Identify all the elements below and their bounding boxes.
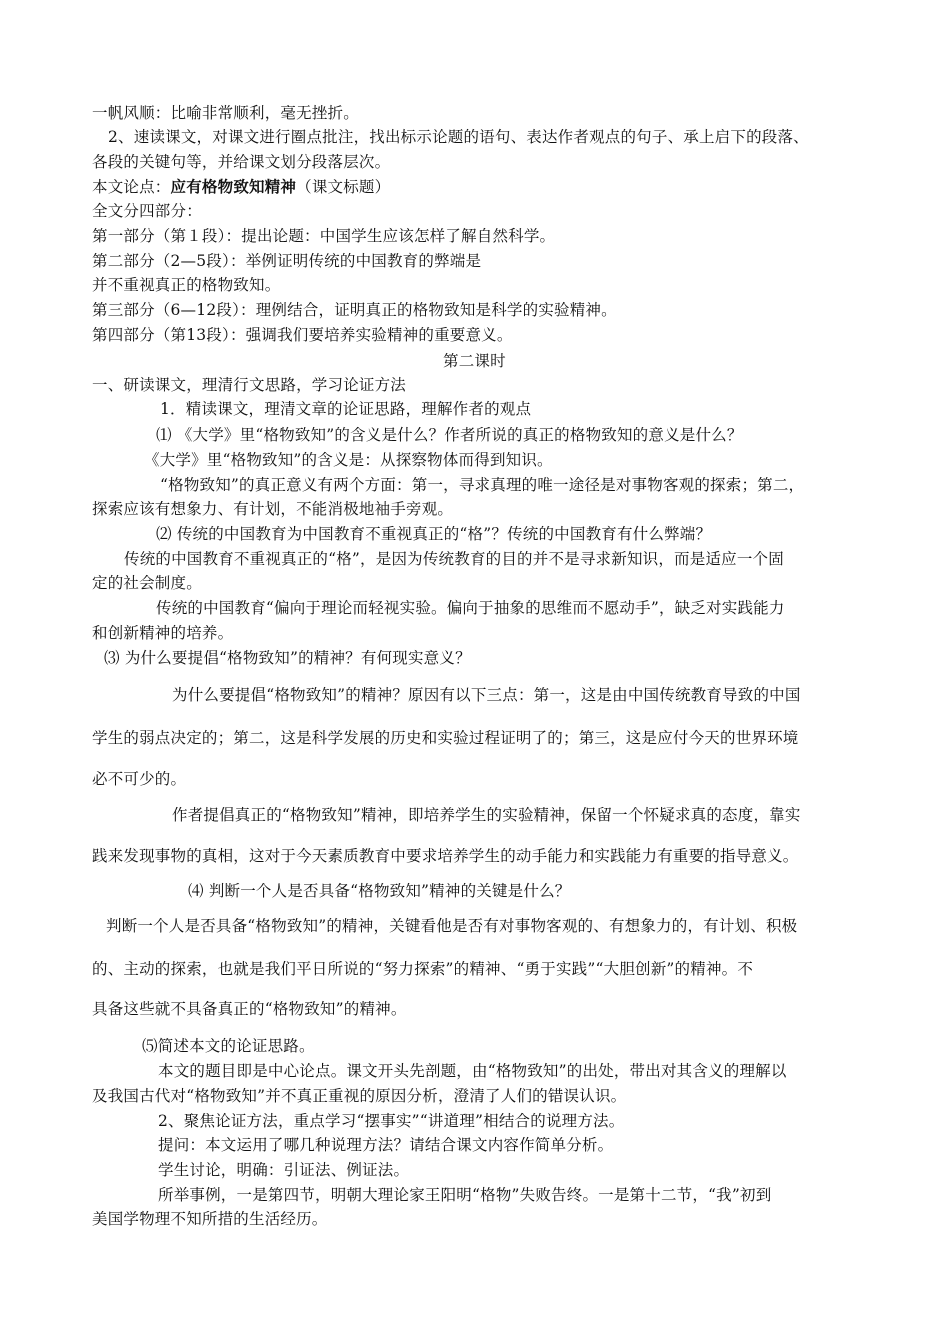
text-line: 的、主动的探索，也就是我们平日所说的“努力探索”的精神、“勇于实践”“大胆创新”的精神。不 <box>92 960 754 978</box>
text-line: 具备这些就不具备真正的“格物致知”的精神。 <box>92 1000 407 1018</box>
text-line: 各段的关键句等，并给课文划分段落层次。 <box>92 153 391 171</box>
thesis-label: 本文论点： <box>92 178 171 196</box>
text-line: 定的社会制度。 <box>92 574 202 592</box>
text-line: 践来发现事物的真相，这对于今天素质教育中要求培养学生的动手能力和实践能力有重要的指导意义。 <box>92 847 799 865</box>
text-line: 并不重视真正的格物致知。 <box>92 276 281 294</box>
text-line: 学生讨论，明确：引证法、例证法。 <box>158 1161 410 1179</box>
question-line: ⑴ 《大学》里“格物致知”的含义是什么？作者所说的真正的格物致知的意义是什么？ <box>156 426 743 444</box>
text-line: 探索应该有想象力、有计划，不能消极地袖手旁观。 <box>92 500 454 518</box>
question-line: ⑷ 判断一个人是否具备“格物致知”精神的关键是什么？ <box>188 882 571 900</box>
text-line: 第一部分（第１段）：提出论题：中国学生应该怎样了解自然科学。 <box>92 227 556 245</box>
text-line: 作者提倡真正的“格物致知”精神，即培养学生的实验精神，保留一个怀疑求真的态度，靠实 <box>172 806 801 824</box>
text-line: 提问：本文运用了哪几种说理方法？请结合课文内容作简单分析。 <box>158 1136 614 1154</box>
text-line: 一、研读课文，理清行文思路，学习论证方法 <box>92 376 407 394</box>
text-line: “格物致知”的真正意义有两个方面：第一，寻求真理的唯一途径是对事物客观的探索；第二， <box>160 476 805 494</box>
text-line: 美国学物理不知所措的生活经历。 <box>92 1210 328 1228</box>
section-heading: 第二课时 <box>443 352 506 370</box>
text-line: 传统的中国教育不重视真正的“格”，是因为传统教育的目的并不是寻求新知识，而是适应一个固 <box>124 550 784 568</box>
text-line: 及我国古代对“格物致知”并不真正重视的原因分析，澄清了人们的错误认识。 <box>92 1087 627 1105</box>
question-line: ⑵ 传统的中国教育为中国教育不重视真正的“格”？传统的中国教育有什么弊端？ <box>156 525 712 543</box>
text-line: 《大学》里“格物致知”的含义是：从探察物体而得到知识。 <box>144 451 553 469</box>
text-line: 判断一个人是否具备“格物致知”的精神，关键看他是否有对事物客观的、有想象力的，有计划、积极 <box>106 917 798 935</box>
text-line: 和创新精神的培养。 <box>92 624 234 642</box>
text-line: 第三部分（6—12段）：理例结合，证明真正的格物致知是科学的实验精神。 <box>92 301 617 319</box>
text-line: 所举事例，一是第四节，明朝大理论家王阳明“格物”失败告终。一是第十二节，“我”初到 <box>158 1186 772 1204</box>
text-line: 传统的中国教育“偏向于理论而轻视实验。偏向于抽象的思维而不愿动手”，缺乏对实践能力 <box>156 599 785 617</box>
thesis-note: （课文标题） <box>296 178 391 196</box>
thesis-text: 应有格物致知精神 <box>170 177 297 196</box>
text-line: 必不可少的。 <box>92 770 187 788</box>
question-line: ⑶ 为什么要提倡“格物致知”的精神？有何现实意义？ <box>104 649 471 667</box>
text-line: 第二部分（2—5段）：举例证明传统的中国教育的弊端是 <box>92 252 482 270</box>
text-line: 2、聚焦论证方法，重点学习“摆事实”“讲道理”相结合的说理方法。 <box>158 1112 625 1130</box>
text-line: 为什么要提倡“格物致知”的精神？原因有以下三点：第一，这是由中国传统教育导致的中国 <box>172 686 801 704</box>
thesis-line <box>92 176 390 198</box>
text-line: 全文分四部分： <box>92 202 202 220</box>
text-line: 学生的弱点决定的；第二，这是科学发展的历史和实验过程证明了的；第三，这是应付今天的世界环境 <box>92 729 799 747</box>
question-line: ⑸简述本文的论证思路。 <box>142 1037 315 1055</box>
text-line: 2、速读课文，对课文进行圈点批注，找出标示论题的语句、表达作者观点的句子、承上启下的段落、 <box>108 128 809 146</box>
text-line: 本文的题目即是中心论点。课文开头先剖题，由“格物致知”的出处，带出对其含义的理解以 <box>158 1062 787 1080</box>
text-line: 1．精读课文，理清文章的论证思路，理解作者的观点 <box>160 400 532 418</box>
text-line: 第四部分（第13段）：强调我们要培养实验精神的重要意义。 <box>92 326 513 344</box>
text-line: 一帆风顺：比喻非常顺利，毫无挫折。 <box>92 104 359 122</box>
